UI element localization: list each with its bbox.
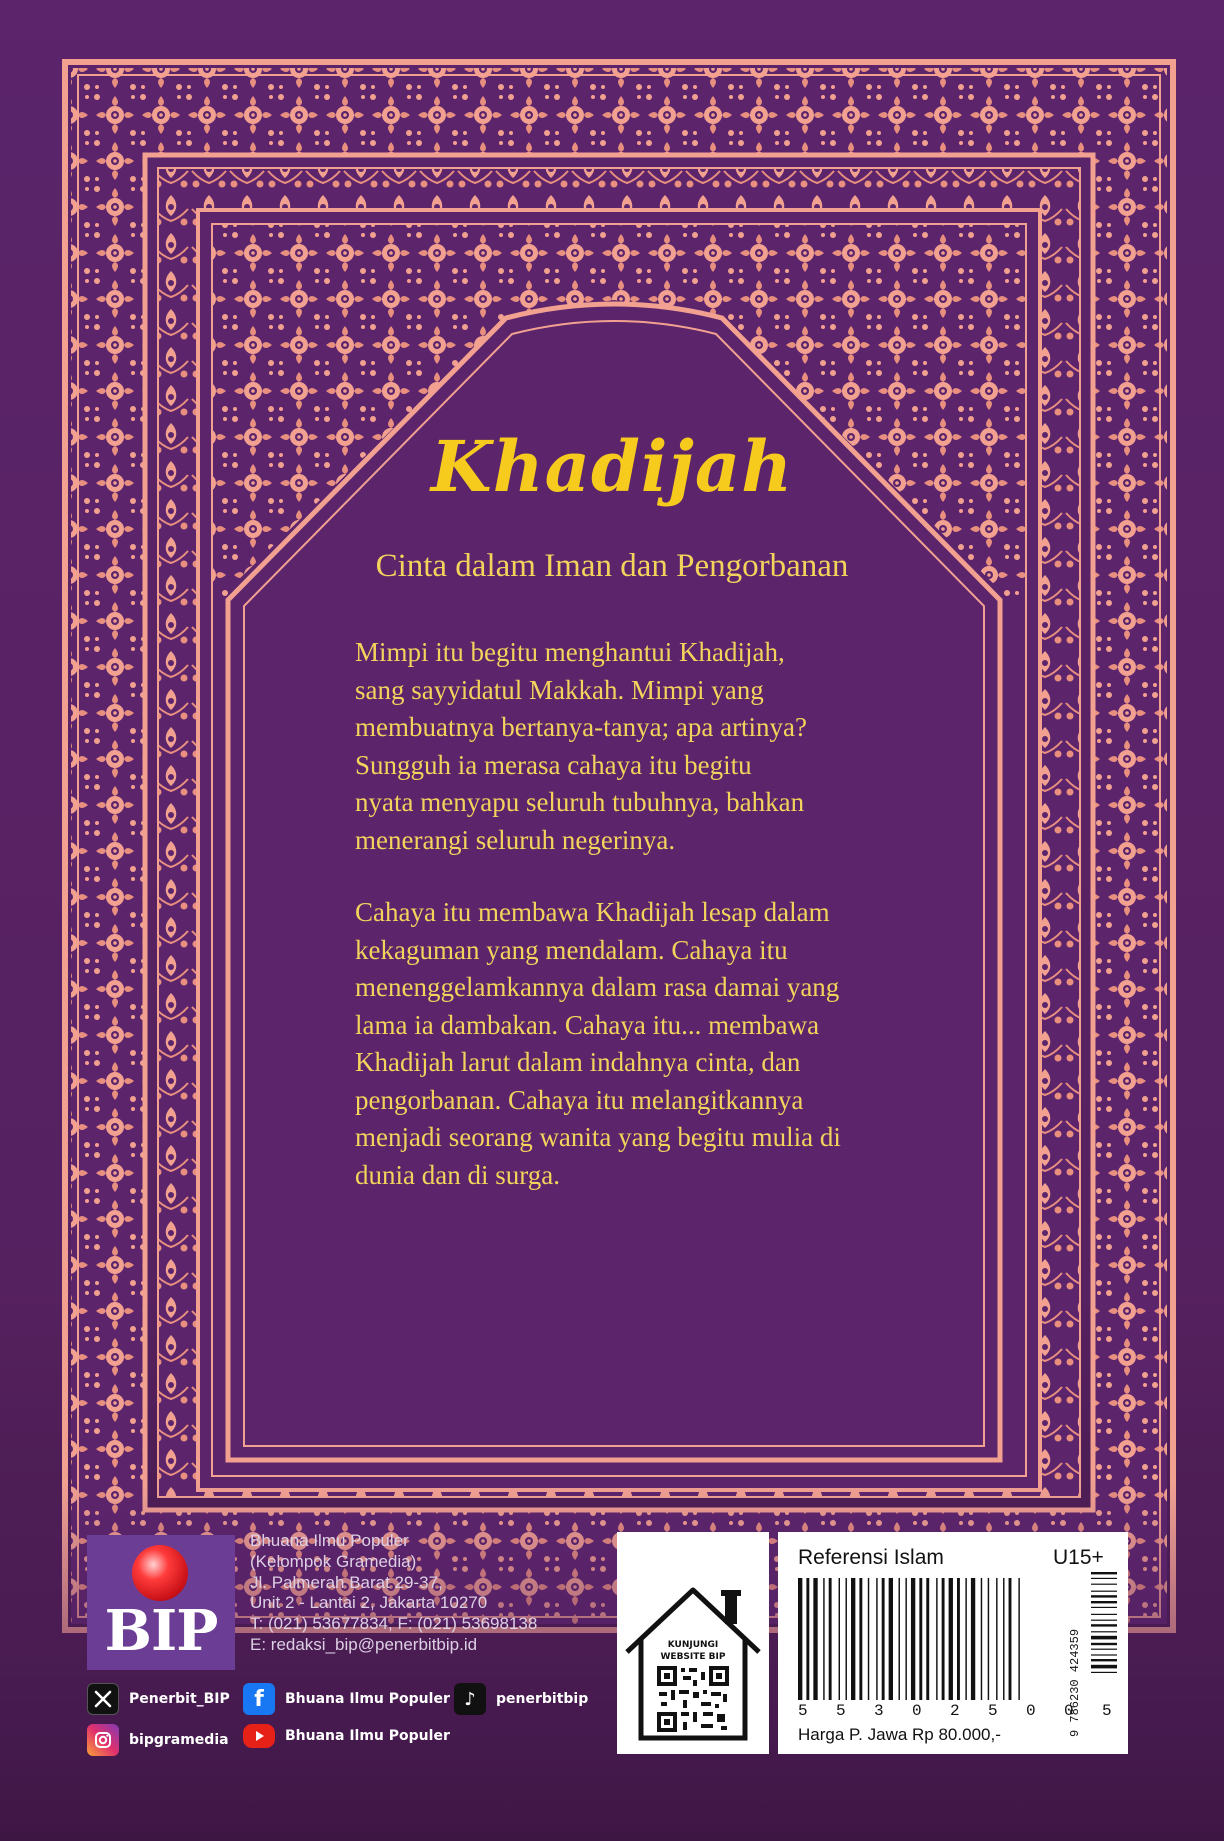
isbn-barcode-bar: [1091, 1665, 1117, 1669]
blurb-line: membuatnya bertanya-tanya; apa artinya?: [355, 712, 808, 742]
barcode-bar: [876, 1578, 877, 1700]
barcode-bar: [882, 1578, 885, 1700]
isbn-barcode-bar: [1091, 1607, 1117, 1608]
barcode-bar: [919, 1578, 922, 1700]
social-instagram[interactable]: [87, 1724, 229, 1756]
isbn-digits: 9 786230 424359: [1068, 1628, 1082, 1737]
blurb-line: lama ia dambakan. Cahaya itu... membawa: [355, 1009, 820, 1040]
blurb-paragraph-2: [355, 894, 915, 1194]
social-instagram-handle: bipgramedia: [129, 1732, 229, 1748]
barcode-bar: [798, 1578, 802, 1700]
barcode-bar: [868, 1578, 869, 1700]
isbn-barcode-bar: [1091, 1584, 1117, 1585]
isbn-barcode-bar: [1091, 1643, 1117, 1645]
barcode-bar: [911, 1578, 915, 1700]
isbn-barcode-bar: [1091, 1614, 1117, 1615]
social-tiktok[interactable]: [454, 1683, 588, 1715]
isbn-barcode-bar: [1091, 1591, 1117, 1592]
social-facebook[interactable]: [243, 1683, 450, 1715]
barcode-bar: [859, 1578, 862, 1700]
qr-caption-1: KUNJUNGI: [667, 1640, 719, 1650]
facebook-icon: f: [243, 1683, 275, 1715]
isbn-barcode-bar: [1091, 1672, 1117, 1673]
barcode-bar: [936, 1578, 937, 1700]
tiktok-icon: ♪: [454, 1683, 486, 1715]
barcode-bar: [846, 1578, 847, 1700]
barcode-bar: [813, 1578, 817, 1700]
blurb-line: Khadijah larut dalam indahnya cinta, dan: [355, 1047, 801, 1077]
barcode: [798, 1578, 1056, 1700]
barcode-bar: [996, 1578, 997, 1700]
instagram-icon: [87, 1724, 119, 1756]
barcode-bar: [829, 1578, 832, 1700]
social-x[interactable]: [87, 1683, 230, 1715]
barcode-bar: [957, 1578, 960, 1700]
blurb-line: menerangi seluruh negerinya.: [355, 824, 676, 855]
blurb-line: menenggelamkannya dalam rasa damai yang: [355, 972, 840, 1002]
barcode-bar: [965, 1578, 966, 1700]
blurb-line: kekaguman yang mendalam. Cahaya itu: [355, 934, 788, 965]
bip-logo-ball: [132, 1545, 188, 1601]
isbn-barcode-bar: [1091, 1631, 1117, 1632]
youtube-icon: [243, 1724, 275, 1748]
social-youtube-handle: Bhuana Ilmu Populer: [285, 1728, 450, 1744]
barcode-bar: [942, 1578, 945, 1700]
barcode-bar: [851, 1578, 855, 1700]
blurb-line: sang sayyidatul Makkah. Mimpi yang: [355, 674, 764, 705]
bip-logo-text: BIP: [104, 1598, 218, 1664]
social-tiktok-handle: penerbitbip: [496, 1691, 589, 1707]
social-x-handle: Penerbit_BIP: [129, 1691, 230, 1707]
isbn-barcode-bar: [1091, 1578, 1117, 1579]
age-rating-label: U15+: [1053, 1546, 1104, 1569]
barcode-bar: [899, 1578, 900, 1700]
publisher-line: E: redaksi_bip@penerbitbip.id: [250, 1634, 478, 1654]
barcode-bar: [889, 1578, 893, 1700]
publisher-info: [250, 1531, 537, 1656]
isbn-barcode: [1091, 1572, 1117, 1722]
isbn-barcode-bar: [1091, 1659, 1117, 1661]
barcode-bar: [971, 1578, 975, 1700]
qr-caption-2: WEBSITE BIP: [660, 1652, 726, 1662]
publisher-line: Unit 2 - Lantai 2, Jakarta 10270: [250, 1593, 488, 1613]
blurb-paragraph-1: [355, 634, 915, 859]
barcode-panel: [778, 1532, 1128, 1754]
isbn-barcode-bar: [1091, 1572, 1117, 1574]
isbn-barcode-bar: [1091, 1595, 1117, 1597]
publisher-line: Jl. Palmerah Barat 29-37,: [250, 1572, 443, 1592]
category-label: Referensi Islam: [798, 1546, 944, 1569]
blurb-line: Cahaya itu membawa Khadijah lesap dalam: [355, 897, 830, 927]
book-subtitle: Cinta dalam Iman dan Pengorbanan: [375, 548, 849, 584]
barcode-bar: [1003, 1578, 1004, 1700]
publisher-line: Bhuana Ilmu Populer: [250, 1531, 409, 1550]
barcode-bar: [988, 1578, 989, 1700]
barcode-digits: 5 5 3 0 2 5 0 0 5: [798, 1702, 1122, 1720]
isbn-barcode-bar: [1091, 1654, 1117, 1655]
blurb-line: nyata menyapu seluruh tubuhnya, bahkan: [355, 787, 805, 817]
social-youtube[interactable]: [243, 1724, 450, 1748]
blurb-line: Sungguh ia merasa cahaya itu begitu: [355, 749, 752, 780]
isbn-barcode-bar: [1091, 1620, 1117, 1621]
isbn-barcode-bar: [1091, 1601, 1117, 1603]
isbn-barcode-bar: [1091, 1636, 1117, 1640]
qr-code: [657, 1666, 729, 1732]
book-title: Khadijah: [430, 425, 794, 508]
barcode-bar: [1018, 1578, 1019, 1700]
publisher-line: T: (021) 53677834, F: (021) 53698138: [250, 1614, 538, 1634]
barcode-bar: [905, 1578, 906, 1700]
blurb-line: menjadi seorang wanita yang begitu mulia di: [355, 1122, 841, 1152]
house-qr-icon: [617, 1532, 769, 1754]
isbn-barcode-bar: [1091, 1649, 1117, 1650]
bip-logo: [87, 1535, 235, 1670]
isbn-barcode-bar: [1091, 1624, 1117, 1626]
blurb-line: dunia dan di surga.: [355, 1159, 560, 1190]
barcode-bar: [981, 1578, 982, 1700]
blurb-line: pengorbanan. Cahaya itu melangitkannya: [355, 1084, 804, 1115]
barcode-bar: [839, 1578, 840, 1700]
barcode-bar: [926, 1578, 929, 1700]
publisher-line: (Kelompok Gramedia): [250, 1551, 417, 1571]
price-label: Harga P. Jawa Rp 80.000,-: [798, 1725, 1001, 1744]
barcode-bar: [1009, 1578, 1012, 1700]
barcode-bar: [949, 1578, 953, 1700]
x-icon: [87, 1683, 119, 1715]
blurb-line: Mimpi itu begitu menghantui Khadijah,: [355, 637, 785, 667]
qr-code-panel[interactable]: [617, 1532, 769, 1754]
barcode-bar: [806, 1578, 809, 1700]
barcode-bar: [823, 1578, 824, 1700]
social-facebook-handle: Bhuana Ilmu Populer: [285, 1691, 450, 1707]
